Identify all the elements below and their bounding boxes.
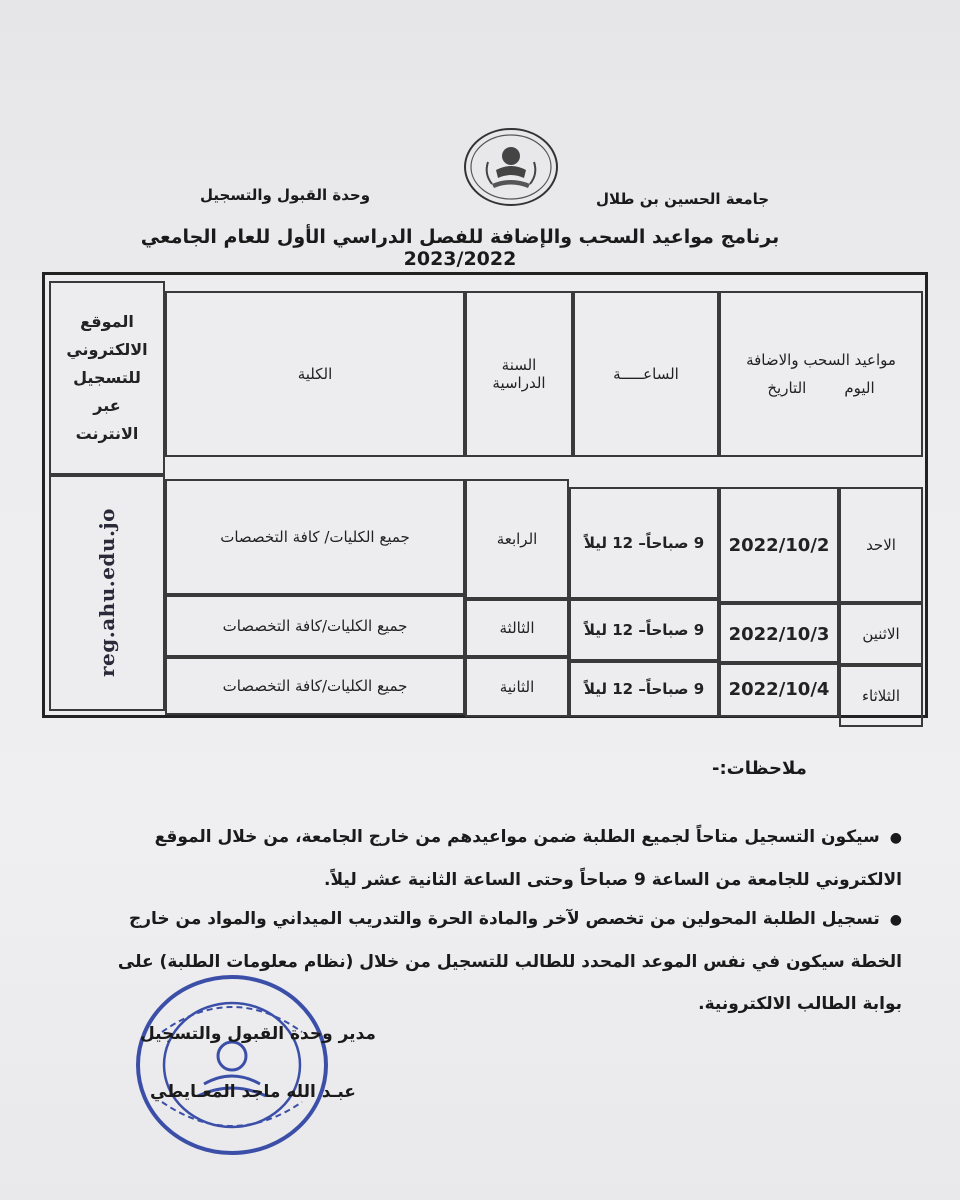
bullet-icon: ● [889, 830, 902, 846]
official-stamp [132, 972, 332, 1158]
row3-year: الثانية [465, 657, 569, 717]
bullet-icon: ● [889, 912, 902, 928]
header-dates-label: مواعيد السحب والاضافة [746, 351, 896, 369]
header-college: الكلية [165, 291, 465, 457]
header-year: السنة الدراسية [465, 291, 573, 457]
website-cell [49, 475, 165, 711]
signer-role: مدير وحدة القبول والتسجيل [140, 1024, 376, 1044]
notes-title: ملاحظات:- [712, 758, 807, 779]
website-url[interactable]: reg.ahu.edu.jo [95, 508, 119, 678]
header-time: الساعـــــة [573, 291, 719, 457]
row1-day: الاحد [839, 487, 923, 603]
row1-time: 9 صباحاً– 12 ليلاً [569, 487, 719, 599]
row2-college: جميع الكليات/كافة التخصصات [165, 595, 465, 657]
university-logo [462, 126, 560, 208]
header-dates [719, 291, 923, 457]
note-text-1: سيكون التسجيل متاحاً لجميع الطلبة ضمن مواعيدهم من خارج الجامعة، من خلال الموقع الالكتروني للجامعة من الساعة 9 صباحاً وحتى الساعة الثانية عشر ليلاً. [154, 827, 902, 890]
note-text-2: تسجيل الطلبة المحولين من تخصص لآخر والمادة الحرة والتدريب الميداني والمواد من خارج الخطة سيكون في نفس الموعد المحدد للطالب للتسجيل من خلال (نظام معلومات الطلبة) على بوابة الطالب الالكترونية. [117, 909, 902, 1014]
unit-name: وحدة القبول والتسجيل [200, 186, 371, 204]
schedule-table [42, 272, 928, 718]
row1-year: الرابعة [465, 479, 569, 599]
row2-time: 9 صباحاً– 12 ليلاً [569, 599, 719, 661]
university-name: جامعة الحسين بن طلال [596, 190, 770, 208]
row3-date: 2022/10/4 [719, 661, 839, 717]
header-website: الموقع الالكتروني للتسجيل عبر الانترنت [49, 281, 165, 475]
row2-date: 2022/10/3 [719, 603, 839, 665]
note-item-1 [102, 816, 902, 901]
header-day-label: اليوم [844, 379, 875, 397]
row3-day: الثلاثاء [839, 665, 923, 727]
page-title: برنامج مواعيد السحب والإضافة للفصل الدراسي الأول للعام الجامعي 2023/2022 [140, 226, 780, 270]
signer-name: عبـد الله ماجد المعـايطي [150, 1082, 356, 1102]
row2-day: الاثنين [839, 603, 923, 665]
row3-college: جميع الكليات/كافة التخصصات [165, 657, 465, 715]
row1-college: جميع الكليات/ كافة التخصصات [165, 479, 465, 595]
row1-date: 2022/10/2 [719, 487, 839, 603]
row3-time: 9 صباحاً– 12 ليلاً [569, 661, 719, 717]
row2-year: الثالثة [465, 599, 569, 657]
header-date-label: التاريخ [767, 379, 807, 397]
